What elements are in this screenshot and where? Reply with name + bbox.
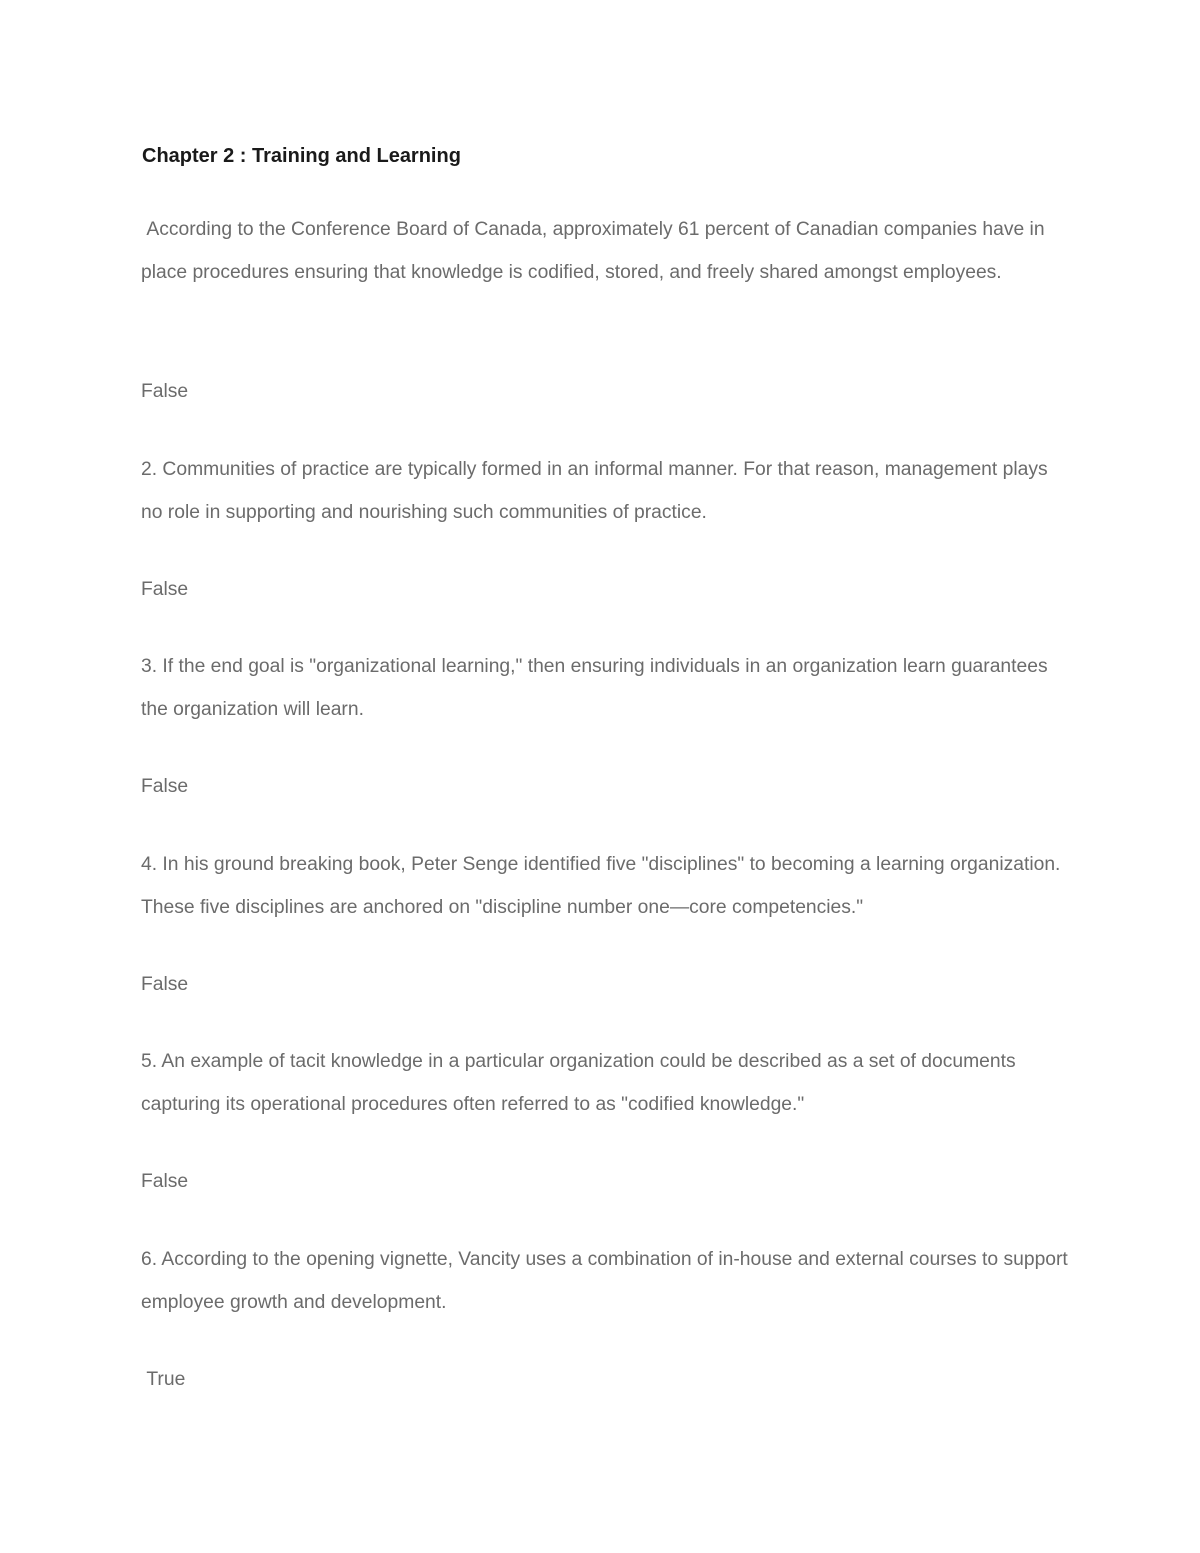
question-3-text: 3. If the end goal is "organizational learning," then ensuring individuals in an organization learn guarantees the organization will learn. <box>141 656 1053 720</box>
question-6-text: 6. According to the opening vignette, Vancity uses a combination of in-house and external courses to support employee growth and development. <box>141 1249 1074 1313</box>
answer-3-text: False <box>141 776 189 797</box>
question-1-text: According to the Conference Board of Canada, approximately 61 percent of Canadian companies have in place procedures ensuring that knowledge is codified, stored, and freely shared amongst employees. <box>141 219 1050 283</box>
question-2-text: 2. Communities of practice are typically formed in an informal manner. For that reason, management plays no role in supporting and nourishing such communities of practice. <box>141 459 1053 523</box>
answer-2-text: False <box>141 579 189 600</box>
answer-6-text: True <box>141 1369 186 1390</box>
answer-1-text: False <box>141 381 189 402</box>
chapter-title: Chapter 2 : Training and Learning <box>142 145 461 167</box>
answer-5-text: False <box>141 1171 189 1192</box>
question-4-text: 4. In his ground breaking book, Peter Senge identified five "disciplines" to becoming a learning organization. These five disciplines are anchored on "discipline number one—core competencies." <box>141 854 1066 918</box>
answer-4-text: False <box>141 974 189 995</box>
question-5-text: 5. An example of tacit knowledge in a particular organization could be described as a set of documents capturing its operational procedures often referred to as "codified knowledge." <box>141 1051 1021 1115</box>
